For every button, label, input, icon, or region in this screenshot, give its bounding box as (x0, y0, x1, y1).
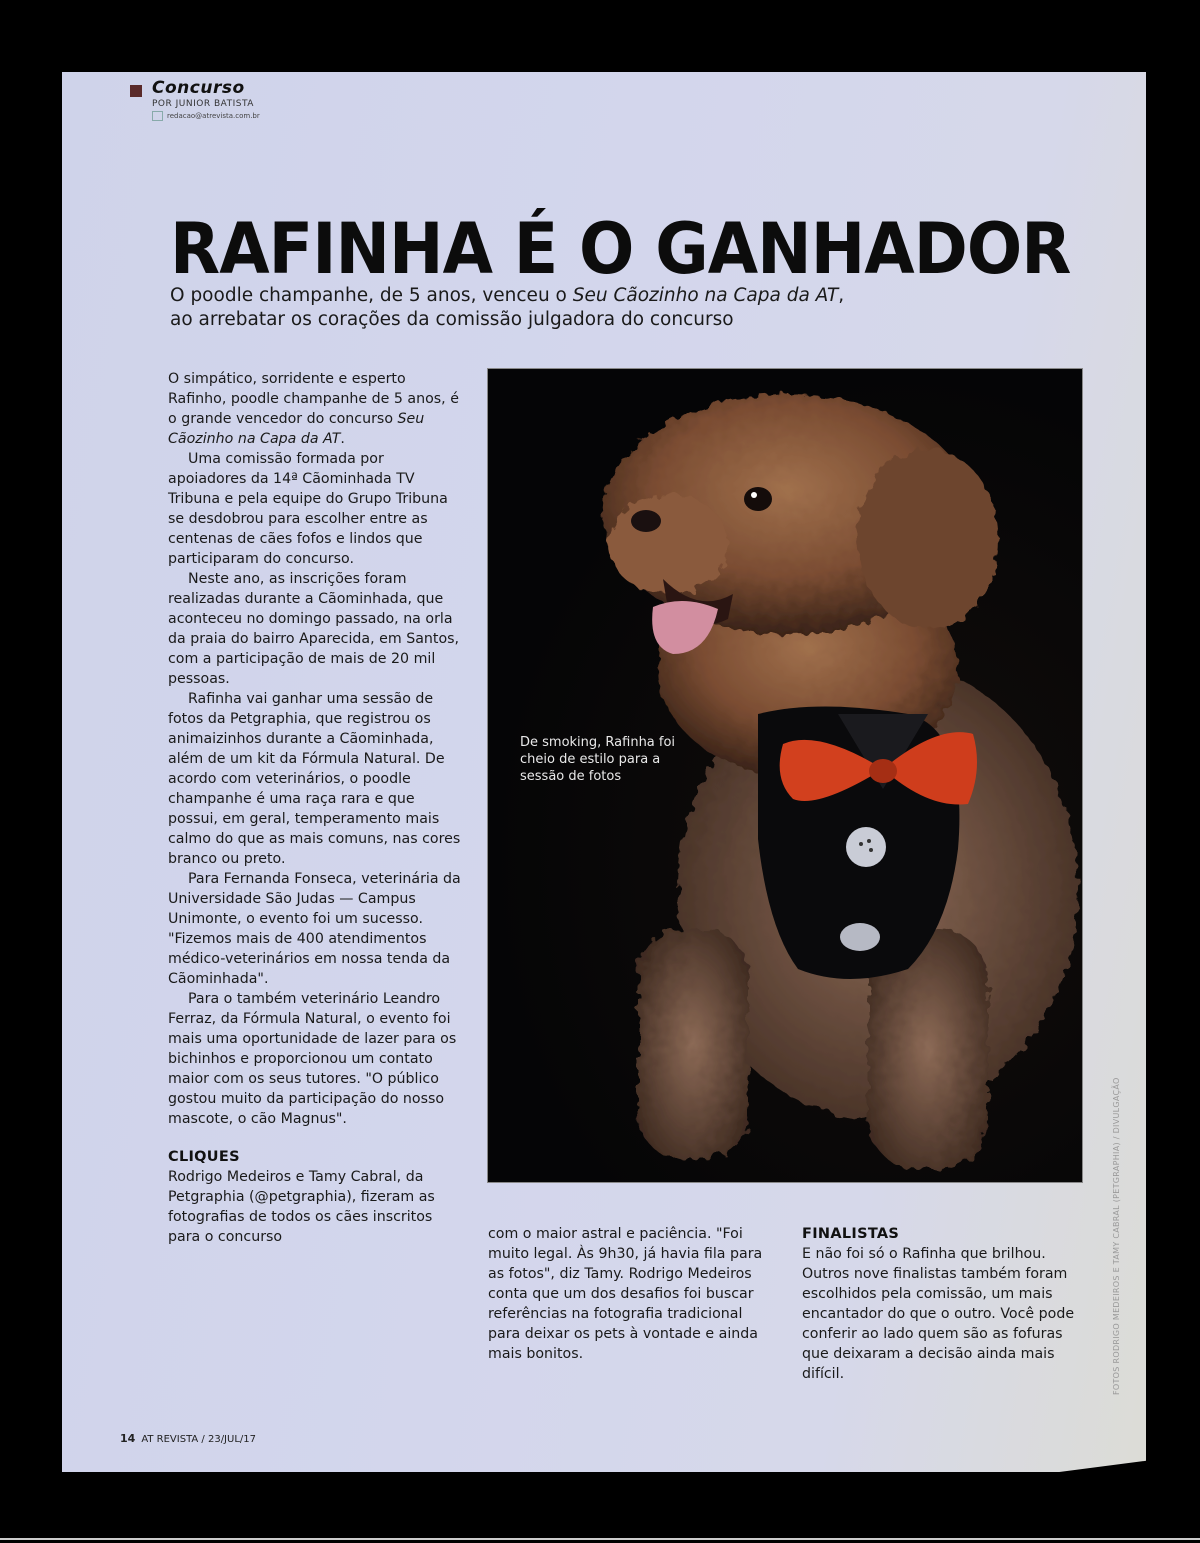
dog-photo (487, 368, 1083, 1183)
page-footer (120, 1432, 256, 1445)
p1-punct: . (340, 431, 345, 447)
cliques-heading: CLIQUES (168, 1149, 240, 1165)
subhead (170, 284, 870, 332)
issue-info: AT REVISTA / 23/JUL/17 (141, 1434, 256, 1445)
subhead-line1: O poodle champanhe, de 5 anos, venceu o (170, 285, 573, 306)
paragraph-6: Para o também veterinário Leandro Ferraz, da Fórmula Natural, o evento foi mais uma oportunidade de lazer para os bichinhos e proporcionou um contato maior com os seus tutores. "O público gostou muito da participação do nosso mascote, o cão Magnus". (168, 991, 457, 1127)
p1-contest-name: Seu Cãozinho na Capa da AT (168, 411, 425, 447)
photo-credit-text: FOTOS RODRIGO MEDEIROS E TAMY CABRAL (PETGRAPHIA) / DIVULGAÇÃO (1112, 1077, 1121, 1395)
byline-email: redacao@atrevista.com.br (167, 112, 260, 120)
paragraph-3: Neste ano, as inscrições foram realizadas durante a Cãominhada, que aconteceu no domingo passado, na orla da praia do bairro Aparecida, em Santos, com a participação de mais de 20 mil pessoas. (168, 571, 460, 687)
article-column-1 (168, 369, 463, 1247)
section-square-icon (130, 85, 142, 97)
finalistas-text: E não foi só o Rafinha que brilhou. Outros nove finalistas também foram escolhidos pela comissão, um mais encantador do que o outro. Você pode conferir ao lado quem são as fofuras que deixaram a decisão ainda mais difícil. (802, 1246, 1075, 1382)
byline: POR JUNIOR BATISTA (152, 99, 254, 109)
column2-text: com o maior astral e paciência. "Foi muito legal. Às 9h30, já havia fila para as fotos", diz Tamy. Rodrigo Medeiros conta que um dos desafios foi buscar referências na fotografia tradicional para deixar os pets à vontade e ainda mais bonitos. (488, 1226, 763, 1362)
paragraph-5: Para Fernanda Fonseca, veterinária da Universidade São Judas — Campus Unimonte, o evento foi um sucesso. "Fizemos mais de 400 atendimentos médico-veterinários em nossa tenda da Cãominhada". (168, 871, 461, 987)
cliques-text: Rodrigo Medeiros e Tamy Cabral, da Petgraphia (@petgraphia), fizeram as fotografias de todos os cães inscritos para o concurso (168, 1169, 435, 1245)
email-icon (152, 111, 163, 121)
subhead-line2: ao arrebatar os corações da comissão julgadora do concurso (170, 309, 734, 330)
subhead-punct: , (838, 285, 845, 306)
byline-detail (152, 111, 260, 121)
paragraph-2: Uma comissão formada por apoiadores da 14ª Cãominhada TV Tribuna e pela equipe do Grupo Tribuna se desdobrou para escolher entre as centenas de cães fofos e lindos que participaram do concurso. (168, 451, 448, 567)
photo-credit (1112, 985, 1126, 1395)
subhead-contest-name: Seu Cãozinho na Capa da AT (572, 285, 839, 306)
paragraph-1 (168, 369, 463, 449)
headline: RAFINHA É O GANHADOR (170, 208, 1071, 290)
bottom-edge (0, 1538, 1200, 1540)
p1-text: O simpático, sorridente e esperto Rafinho, poodle champanhe de 5 anos, é o grande vencedor do concurso (168, 371, 459, 427)
photo-caption: De smoking, Rafinha foi cheio de estilo para a sessão de fotos (520, 735, 676, 784)
page-number: 14 (120, 1432, 136, 1445)
section-tag (130, 78, 245, 98)
finalistas-heading: FINALISTAS (802, 1226, 900, 1242)
article-column-3 (802, 1224, 1092, 1384)
article-column-2 (488, 1224, 778, 1364)
paragraph-4: Rafinha vai ganhar uma sessão de fotos da Petgraphia, que registrou os animaizinhos durante a Cãominhada, além de um kit da Fórmula Natural. De acordo com veterinários, o poodle champanhe é uma raça rara e que possui, em geral, temperamento mais calmo do que as mais comuns, nas cores branco ou preto. (168, 691, 461, 867)
section-label: Concurso (152, 78, 245, 98)
